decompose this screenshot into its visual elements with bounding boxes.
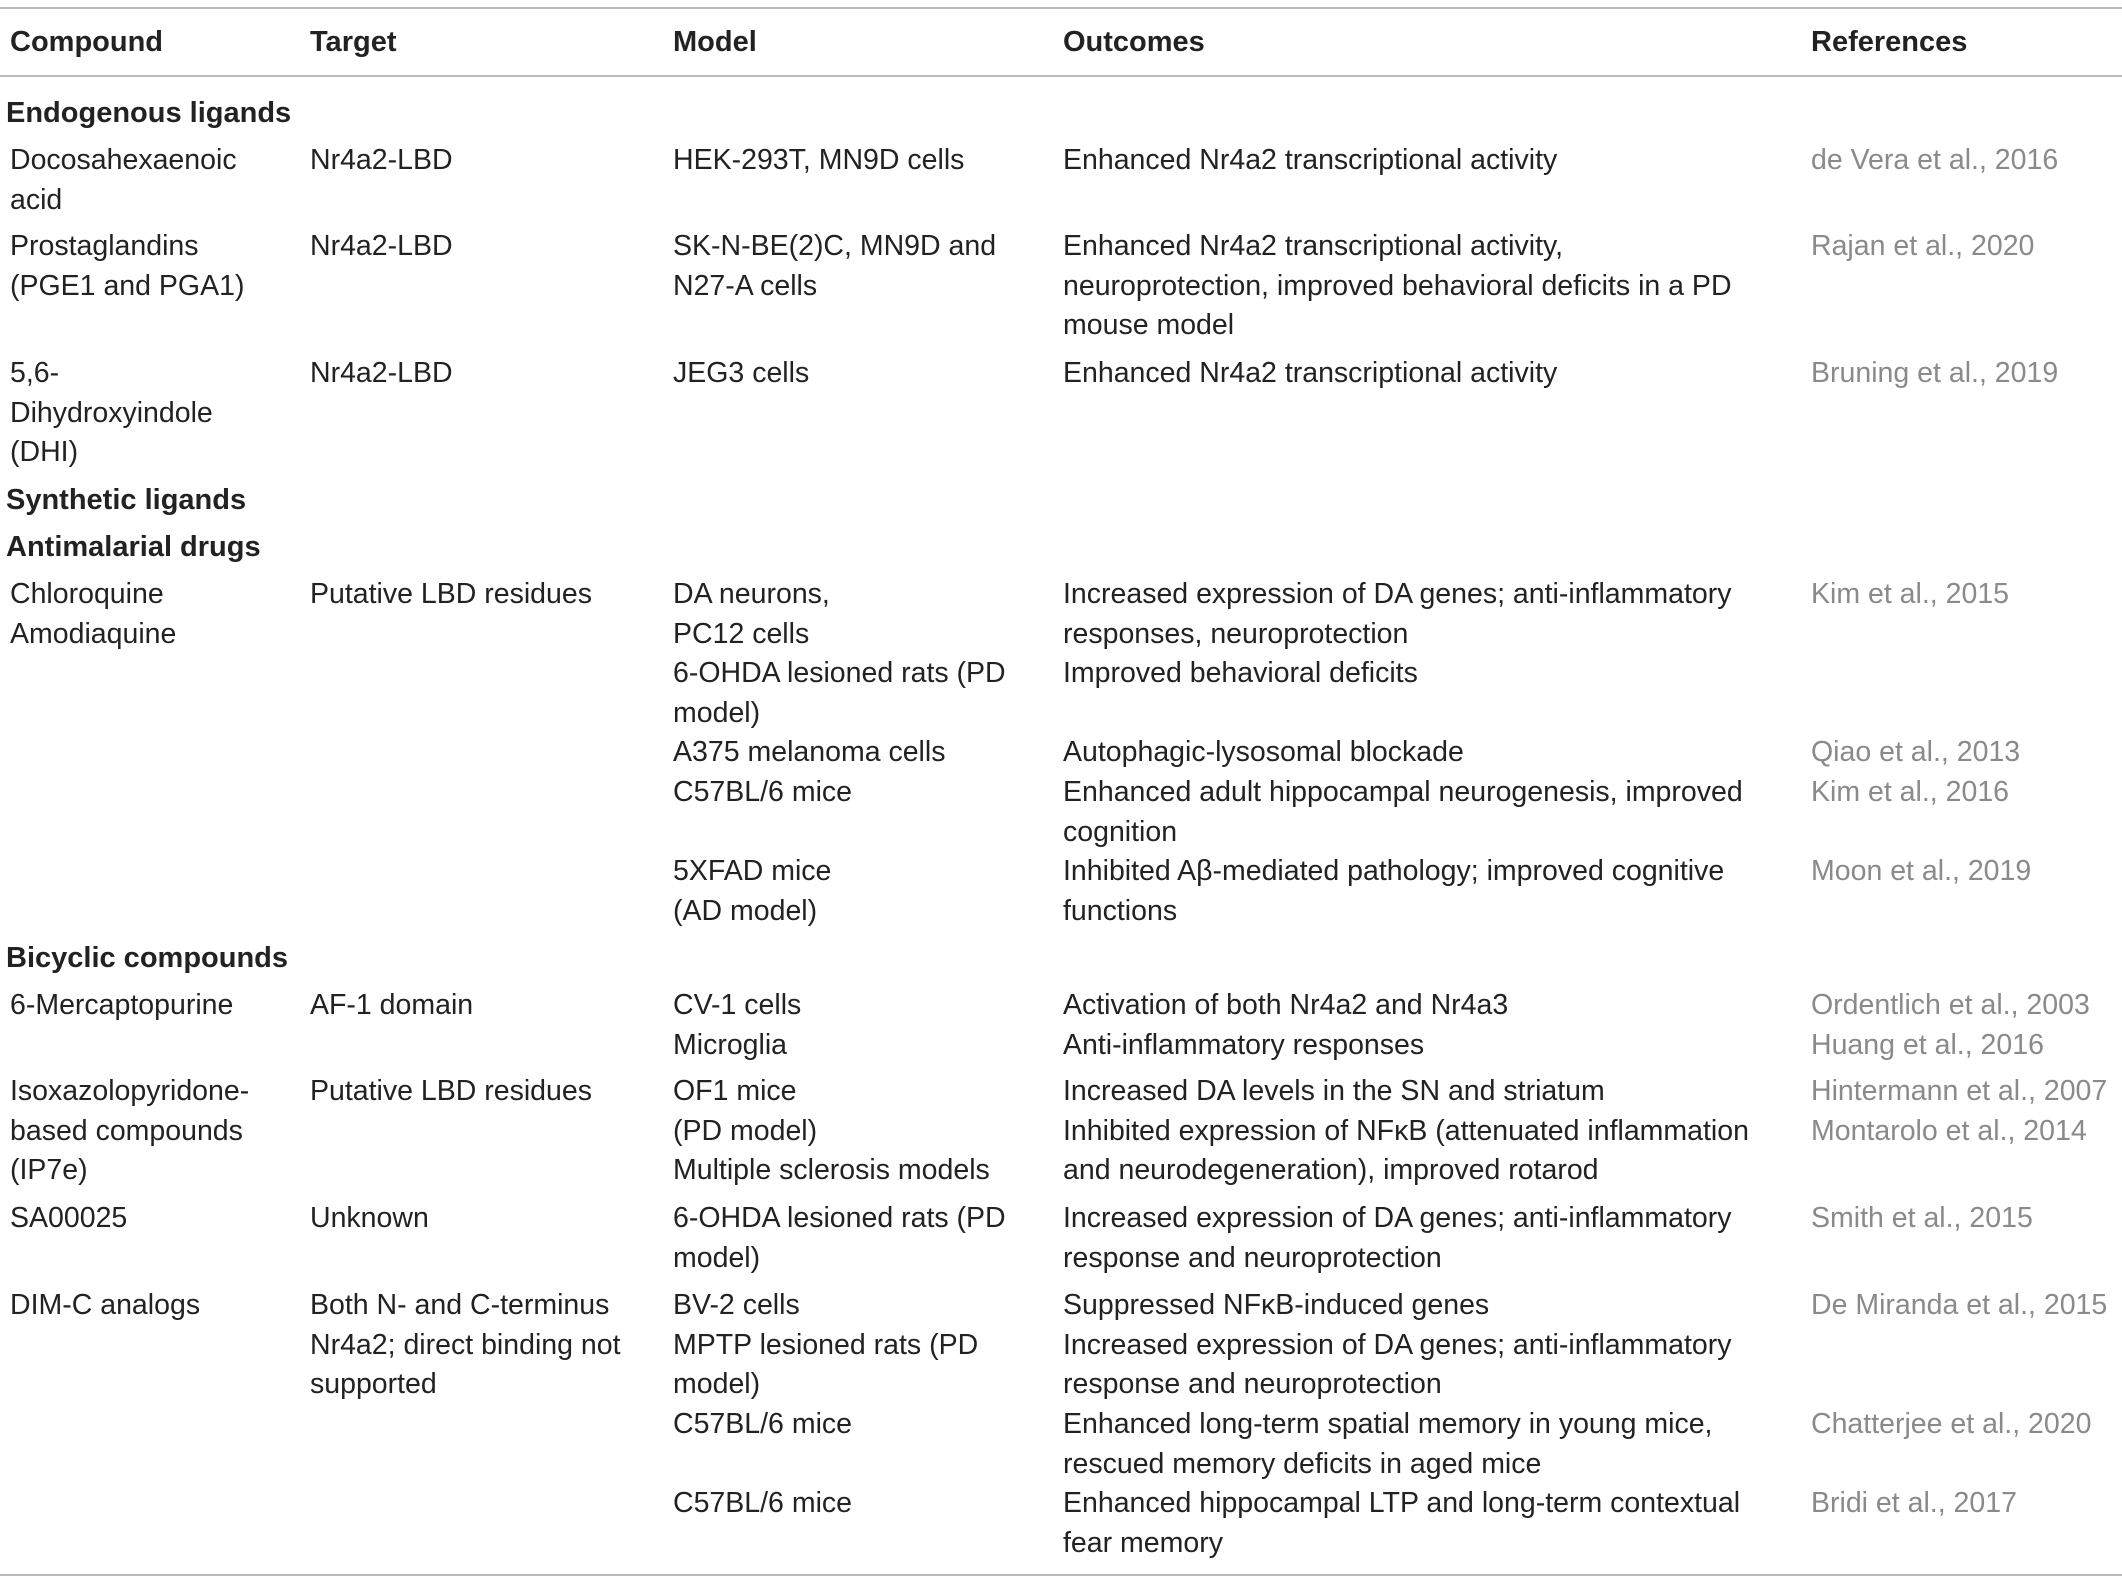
cell-reference: Bridi et al., 2017: [1811, 1487, 2017, 1519]
cell-reference: Hintermann et al., 2007 Montarolo et al., 2014: [1811, 1075, 2108, 1147]
cell-reference: De Miranda et al., 2015: [1811, 1289, 2108, 1321]
cell-outcomes: Activation of both Nr4a2 and Nr4a3 Anti-inflammatory responses: [1063, 989, 1509, 1061]
cell-outcomes: Increased expression of DA genes; anti-inflammatory responses, neuroprotection Improved behavioral deficits: [1063, 578, 1732, 689]
cell-compound: SA00025: [10, 1202, 128, 1234]
cell-model: 6-OHDA lesioned rats (PD model): [673, 1202, 1006, 1274]
cell-model: HEK-293T, MN9D cells: [673, 144, 965, 176]
cell-target: Unknown: [310, 1202, 429, 1234]
cell-model: C57BL/6 mice: [673, 776, 853, 808]
cell-reference: Ordentlich et al., 2003 Huang et al., 2016: [1811, 989, 2090, 1061]
section-synthetic-ligands: Synthetic ligands: [6, 484, 247, 516]
cell-outcomes: Enhanced Nr4a2 transcriptional activity, neuroprotection, improved behavioral deficits in a PD mouse model: [1063, 230, 1732, 341]
cell-reference: Chatterjee et al., 2020: [1811, 1408, 2092, 1440]
cell-outcomes: Inhibited Aβ-mediated pathology; improved cognitive functions: [1063, 855, 1725, 927]
cell-outcomes: Enhanced adult hippocampal neurogenesis, improved cognition: [1063, 776, 1743, 848]
header-compound: Compound: [10, 26, 164, 58]
table-top-rule: [0, 7, 2122, 9]
cell-model: DA neurons, PC12 cells 6-OHDA lesioned rats (PD model): [673, 578, 1006, 729]
cell-target: Nr4a2-LBD: [310, 144, 453, 176]
section-endogenous-ligands: Endogenous ligands: [6, 97, 292, 129]
header-model: Model: [673, 26, 757, 58]
cell-target: Nr4a2-LBD: [310, 357, 453, 389]
cell-model: CV-1 cells Microglia: [673, 989, 802, 1061]
cell-reference: Moon et al., 2019: [1811, 855, 2032, 887]
cell-reference: Smith et al., 2015: [1811, 1202, 2033, 1234]
cell-model: OF1 mice (PD model) Multiple sclerosis models: [673, 1075, 990, 1186]
cell-compound: Chloroquine Amodiaquine: [10, 578, 177, 650]
cell-model: 5XFAD mice (AD model): [673, 855, 832, 927]
section-antimalarial-drugs: Antimalarial drugs: [6, 531, 261, 563]
cell-reference: Bruning et al., 2019: [1811, 357, 2059, 389]
header-target: Target: [310, 26, 397, 58]
cell-compound: DIM-C analogs: [10, 1289, 201, 1321]
cell-target: Both N- and C-terminus Nr4a2; direct binding not supported: [310, 1289, 621, 1400]
section-bicyclic-compounds: Bicyclic compounds: [6, 942, 289, 974]
cell-outcomes: Suppressed NFκB-induced genes Increased expression of DA genes; anti-inflammatory response and neuroprotection: [1063, 1289, 1732, 1400]
cell-compound: Isoxazolopyridone- based compounds (IP7e): [10, 1075, 250, 1186]
cell-reference: Qiao et al., 2013: [1811, 736, 2021, 768]
cell-model: A375 melanoma cells: [673, 736, 946, 768]
header-references: References: [1811, 26, 1968, 58]
cell-outcomes: Enhanced hippocampal LTP and long-term contextual fear memory: [1063, 1487, 1741, 1559]
cell-model: C57BL/6 mice: [673, 1408, 853, 1440]
cell-target: Putative LBD residues: [310, 1075, 592, 1107]
cell-reference: de Vera et al., 2016: [1811, 144, 2059, 176]
cell-reference: Rajan et al., 2020: [1811, 230, 2035, 262]
cell-model: JEG3 cells: [673, 357, 810, 389]
cell-outcomes: Enhanced Nr4a2 transcriptional activity: [1063, 357, 1558, 389]
cell-target: AF-1 domain: [310, 989, 474, 1021]
cell-outcomes: Enhanced Nr4a2 transcriptional activity: [1063, 144, 1558, 176]
table-header-rule: [0, 75, 2122, 77]
cell-outcomes: Increased DA levels in the SN and striatum Inhibited expression of NFκB (attenuated inflammation and neurodegeneration), improved rotarod: [1063, 1075, 1749, 1186]
cell-target: Nr4a2-LBD: [310, 230, 453, 262]
cell-target: Putative LBD residues: [310, 578, 592, 610]
header-outcomes: Outcomes: [1063, 26, 1205, 58]
cell-outcomes: Autophagic-lysosomal blockade: [1063, 736, 1464, 768]
cell-compound: Docosahexaenoic acid: [10, 144, 237, 216]
table-bottom-rule: [0, 1574, 2122, 1576]
cell-compound: 5,6- Dihydroxyindole (DHI): [10, 357, 213, 468]
cell-model: BV-2 cells MPTP lesioned rats (PD model): [673, 1289, 979, 1400]
cell-model: C57BL/6 mice: [673, 1487, 853, 1519]
cell-compound: Prostaglandins (PGE1 and PGA1): [10, 230, 245, 302]
cell-model: SK-N-BE(2)C, MN9D and N27-A cells: [673, 230, 997, 302]
cell-reference: Kim et al., 2016: [1811, 776, 2010, 808]
cell-outcomes: Increased expression of DA genes; anti-inflammatory response and neuroprotection: [1063, 1202, 1732, 1274]
cell-reference: Kim et al., 2015: [1811, 578, 2010, 610]
cell-compound: 6-Mercaptopurine: [10, 989, 234, 1021]
cell-outcomes: Enhanced long-term spatial memory in young mice, rescued memory deficits in aged mice: [1063, 1408, 1713, 1480]
